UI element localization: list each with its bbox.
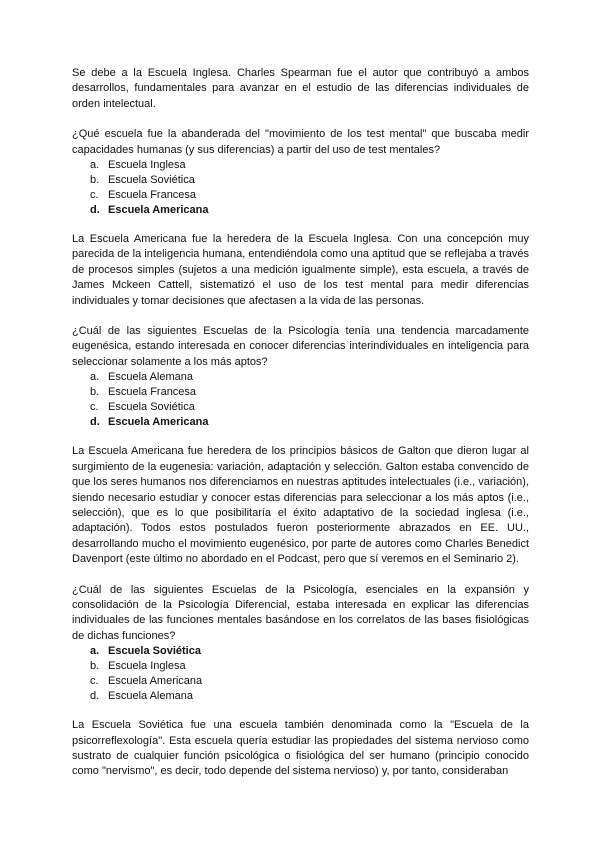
question-3-options [72,644,529,704]
question-2: ¿Cuál de las siguientes Escuelas de la Psicología tenía una tendencia marcadamente eugenésica, estando interesada en conocer diferencias interindividuales en inteligencia para seleccionar solamente a los más aptos? [72,325,529,368]
correct-option: d. Escuela Americana [90,204,209,217]
option: d. Escuela Alemana [90,690,193,703]
option: b. Escuela Francesa [90,386,197,399]
intro-paragraph: Se debe a la Escuela Inglesa. Charles Spearman fue el autor que contribuyó a ambos desarrollos, fundamentales para avanzar en el estudio de las diferencias individuales de orden intelectual. [72,67,529,110]
question-3: ¿Cuál de las siguientes Escuelas de la Psicología, esenciales en la expansión y consolidación de la Psicología Diferencial, estaba interesada en explicar las diferencias individuales de las funciones mentales basándose en los correlatos de las bases fisiológicas de dichas funciones? [72,583,529,642]
question-1: ¿Qué escuela fue la abanderada del "movimiento de los test mental" que buscaba medir capacidades humanas (y sus diferencias) a partir del uso de test mentales? [72,128,529,156]
explanation-2: La Escuela Americana fue heredera de los principios básicos de Galton que dieron lugar al surgimiento de la eugenesia: variación, adaptación y selección. Galton estaba convencido de que los seres humanos nos diferenciamos en nuestras aptitudes intelectuales (i.e., variación), siendo necesario estudiar y conocer estas diferencias para seleccionar a los más aptos (i.e., selección), que es lo que posibilitaría el éxito adaptativo de la sociedad inglesa (i.e., adaptación). Todos estos postulados fueron posteriormente abrazados en EE. UU., desarrollando mucho el movimiento eugenésico, por parte de autores como Charles Benedict Davenport (este último no abordado en el Podcast, pero que sí veremos en el Seminario 2). [72,445,529,566]
correct-option: a. Escuela Soviética [90,645,201,658]
option: b. Escuela Soviética [90,174,195,187]
option: c. Escuela Francesa [90,189,197,202]
option: b. Escuela Inglesa [90,660,186,673]
question-2-options [72,370,529,430]
correct-option: d. Escuela Americana [90,416,209,429]
option: c. Escuela Americana [90,675,203,688]
option: a. Escuela Inglesa [90,159,186,172]
question-1-options [72,158,529,218]
option: a. Escuela Alemana [90,371,193,384]
explanation-1: La Escuela Americana fue la heredera de la Escuela Inglesa. Con una concepción muy parecida de la inteligencia humana, entendiéndola como una aptitud que se reflejaba a través de procesos simples (sujetos a una medición igualmente simple), esta escuela, a través de James Mckeen Cattell, sistematizó el uso de los test mental para medir diferencias individuales y tomar decisiones que afectasen a la vida de las personas. [72,233,529,307]
option: c. Escuela Soviética [90,401,195,414]
explanation-3: La Escuela Soviética fue una escuela también denominada como la "Escuela de la psicorreflexología". Esta escuela quería estudiar las propiedades del sistema nervioso como sustrato de cualquier función psicológica o fisiológica del ser humano (principio conocido como "nervismo", es decir, todo depende del sistema nervioso) y, por tanto, consideraban [72,719,529,778]
